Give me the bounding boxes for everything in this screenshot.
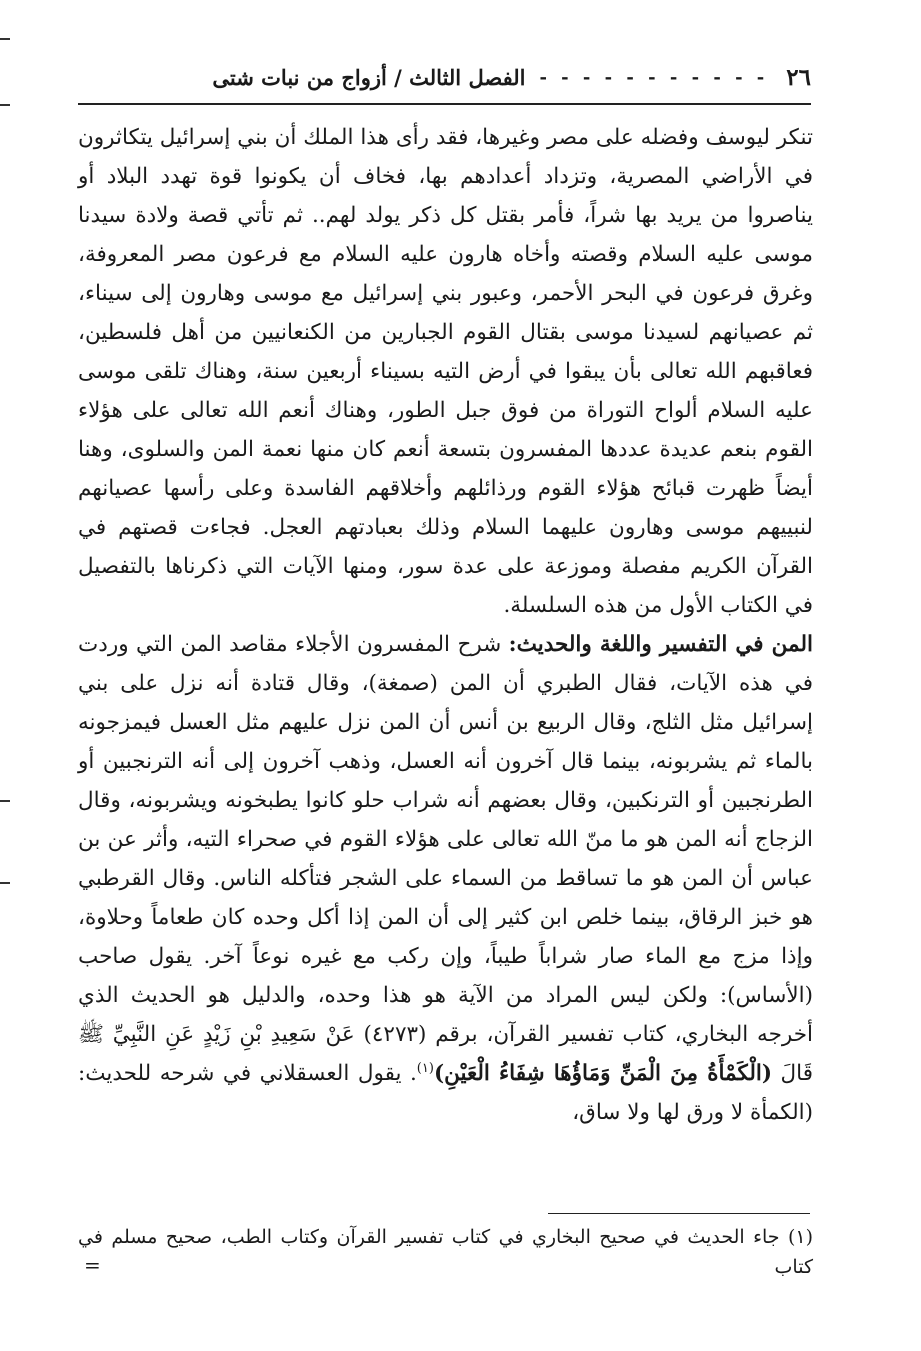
header-dots: - - - - - - - - - - -	[539, 66, 769, 88]
header-rule	[78, 103, 811, 105]
page-number: ٢٦	[786, 63, 811, 91]
paragraph-text: . يقول العسقلاني في شرحه للحديث: (الكمأة لا ورق لها ولا ساق،	[78, 1061, 813, 1125]
footnote-ref[interactable]: (١)	[416, 1060, 434, 1076]
hadith-quote: (الْكَمْأَةُ مِنَ الْمَنِّ وَمَاؤُهَا شِفَاءُ الْعَيْنِ)	[433, 1061, 773, 1086]
paragraph	[78, 625, 813, 1132]
section-heading: المن في التفسير واللغة والحديث:	[508, 632, 814, 657]
scan-edge-mark	[0, 882, 10, 884]
footnote-rule	[548, 1213, 810, 1214]
paragraph-text: شرح المفسرون الأجلاء مقاصد المن التي وردت في هذه الآيات، فقال الطبري أن المن (صمغة)، وقال قتادة أنه نزل على بني إسرائيل مثل الثلج، وقال الربيع بن أنس أن المن نزل عليهم مثل العسل فيمزجونه بالماء ثم يشربونه، بينما قال آخرون أنه العسل، وذهب آخرون إلى أنه الترنجبين أو الطرنجبين أو الترنكبين، وقال بعضهم أنه شراب حلو كانوا يطبخونه ويشربونه، وقال الزجاج أنه المن هو ما منّ الله تعالى على هؤلاء القوم في صحراء التيه، وأثر عن بن عباس أن المن هو ما تساقط من السماء على الشجر فتأكله الناس. وقال القرطبي هو خبز الرقاق، بينما خلص ابن كثير إلى أن المن إذا أكل وحده كان طعاماً وحلاوة، وإذا مزج مع الماء صار شراباً طيباً، وإن ركب مع غيره نوعاً آخر. يقول صاحب (الأساس): ولكن ليس المراد من الآية هو هذا وحده، والدليل هو الحديث الذي أخرجه البخاري، كتاب تفسير القرآن، برقم (٤٢٧٣) عَنْ سَعِيدِ بْنِ زَيْدٍ عَنِ النَّبِيِّ ﷺ قَالَ	[78, 632, 814, 1086]
scan-edge-mark	[0, 800, 10, 802]
footnote: (١) جاء الحديث في صحيح البخاري في كتاب تفسير القرآن وكتاب الطب، صحيح مسلم في كتاب	[78, 1226, 813, 1278]
scan-edge-mark	[0, 38, 10, 40]
footnote-continue-mark: =	[84, 1253, 101, 1277]
chapter-title: الفصل الثالث / أزواج من نبات شتى	[212, 64, 526, 90]
running-header	[78, 60, 811, 94]
main-text	[78, 118, 813, 1132]
scan-edge-mark	[0, 104, 10, 106]
paragraph: تنكر ليوسف وفضله على مصر وغيرها، فقد رأى هذا الملك أن بني إسرائيل يتكاثرون في الأراضي المصرية، وتزداد أعدادهم بها، فخاف أن يكونوا قوة تهدد البلاد أو يناصروا من يريد بها شراً، فأمر بقتل كل ذكر يولد لهم.. ثم تأتي قصة ولادة سيدنا موسى عليه السلام وقصته وأخاه هارون عليه السلام مع فرعون مصر المعروفة، وغرق فرعون في البحر الأحمر، وعبور بني إسرائيل مع موسى وهارون إلى سيناء، ثم عصيانهم لسيدنا موسى بقتال القوم الجبارين من الكنعانيين من أهل فلسطين، فعاقبهم الله تعالى بأن يبقوا في أرض التيه بسيناء أربعين سنة، وهناك تلقى موسى عليه السلام ألواح التوراة من فوق جبل الطور، وهناك أنعم الله تعالى على هؤلاء القوم بنعم عديدة عددها المفسرون بتسعة أنعم كان منها نعمة المن والسلوى، وهنا أيضاً ظهرت قبائح هؤلاء القوم ورذائلهم وأخلاقهم الفاسدة وعلى رأسها عصيانهم لنبييهم موسى وهارون عليهما السلام وذلك بعبادتهم العجل. فجاءت قصتهم في القرآن الكريم مفصلة وموزعة على عدة سور، ومنها الآيات التي ذكرناها بالتفصيل في الكتاب الأول من هذه السلسلة.	[78, 125, 813, 618]
